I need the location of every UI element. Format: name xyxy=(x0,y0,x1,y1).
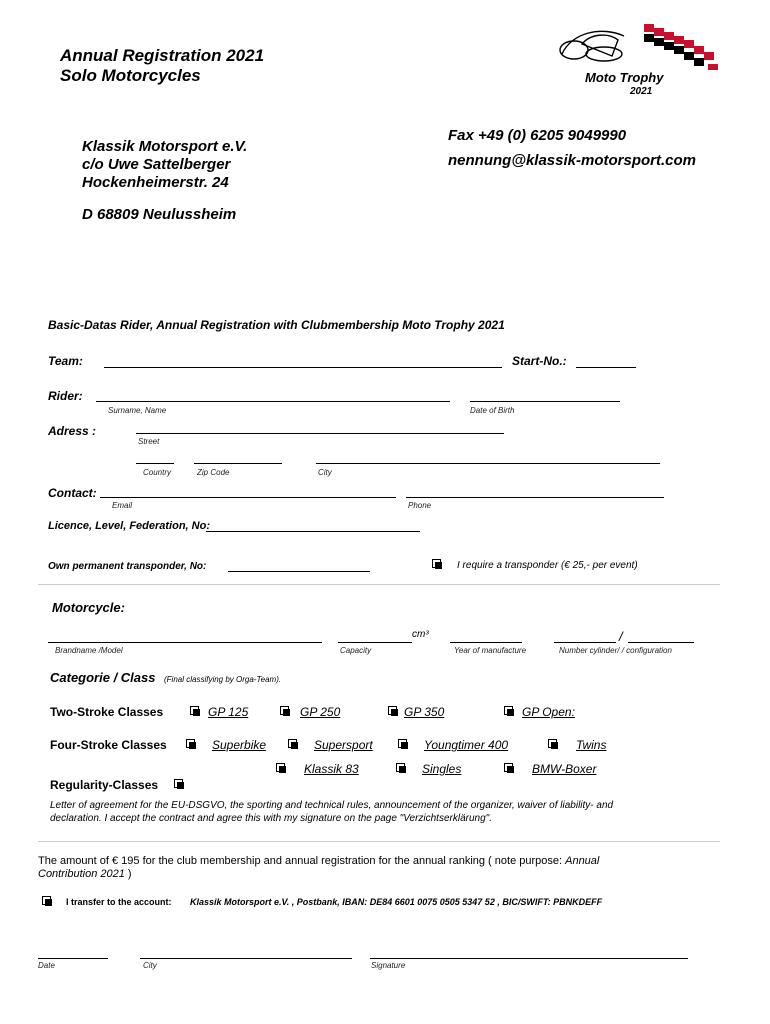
rider-name-input[interactable] xyxy=(96,401,450,402)
surname-hint: Surname, Name xyxy=(108,406,167,415)
cylinder-slash: / xyxy=(619,629,623,644)
agreement-line2: declaration. I accept the contract and agree this with my signature on the page "Verzichtserklärung". xyxy=(50,813,492,824)
supersport-checkbox[interactable] xyxy=(288,739,297,748)
year-hint: Year of manufacture xyxy=(454,646,527,655)
gp350-label: GP 350 xyxy=(404,705,445,719)
youngtimer-label: Youngtimer 400 xyxy=(424,738,509,752)
team-label: Team: xyxy=(48,354,83,368)
gp350-checkbox[interactable] xyxy=(388,706,397,715)
superbike-label: Superbike xyxy=(212,738,267,752)
agreement-line1: Letter of agreement for the EU-DSGVO, the sporting and technical rules, announcement of the organizer, waiver of liability- and xyxy=(50,800,614,811)
address-co: c/o Uwe Sattelberger xyxy=(82,156,231,173)
transfer-label: I transfer to the account: xyxy=(66,897,172,907)
gp250-checkbox[interactable] xyxy=(280,706,289,715)
phone-hint: Phone xyxy=(408,501,432,510)
payment-text-end: ) xyxy=(127,868,132,880)
gp250-label: GP 250 xyxy=(300,705,341,719)
signature-hint: Signature xyxy=(371,961,406,970)
superbike-checkbox[interactable] xyxy=(186,739,195,748)
city-hint: City xyxy=(318,468,332,477)
transponder-checkbox[interactable] xyxy=(432,559,441,568)
street-input[interactable] xyxy=(136,433,504,434)
singles-label: Singles xyxy=(422,762,462,776)
contact-email: nennung@klassik-motorsport.com xyxy=(448,152,696,169)
motorcycle-heading: Motorcycle: xyxy=(52,600,125,615)
klassik83-label: Klassik 83 xyxy=(304,762,359,776)
gp-open-label: GP Open: xyxy=(522,705,575,719)
address-label: Adress : xyxy=(48,424,97,438)
street-hint: Street xyxy=(138,437,160,446)
date-input[interactable] xyxy=(38,958,108,959)
city-sign-hint: City xyxy=(143,961,157,970)
zip-hint: Zip Code xyxy=(197,468,230,477)
gp125-checkbox[interactable] xyxy=(190,706,199,715)
country-hint: Country xyxy=(143,468,172,477)
capacity-unit: cm³ xyxy=(412,629,429,640)
payment-purpose-b: Contribution 2021 xyxy=(38,868,125,880)
zip-input[interactable] xyxy=(194,463,282,464)
section-title: Basic-Datas Rider, Annual Registration with Clubmembership Moto Trophy 2021 xyxy=(48,318,505,332)
gp-open-checkbox[interactable] xyxy=(504,706,513,715)
fax-number: Fax +49 (0) 6205 9049990 xyxy=(448,127,627,144)
cylinder-hint: Number cylinder/ / configuration xyxy=(559,646,672,655)
contact-label: Contact: xyxy=(48,486,97,500)
dob-hint: Date of Birth xyxy=(470,406,515,415)
city-input[interactable] xyxy=(316,463,660,464)
configuration-input[interactable] xyxy=(628,642,694,643)
payment-purpose-a: Annual xyxy=(565,855,600,867)
gp125-label: GP 125 xyxy=(208,705,249,719)
team-input[interactable] xyxy=(104,367,502,368)
address-street: Hockenheimerstr. 24 xyxy=(82,174,229,191)
page-title: Annual Registration 2021 xyxy=(60,46,265,65)
payment-text-line1: The amount of € 195 for the club membership and annual registration for the annual ranking ( note purpose: xyxy=(38,855,563,867)
capacity-hint: Capacity xyxy=(340,646,372,655)
date-hint: Date xyxy=(38,961,55,970)
twins-checkbox[interactable] xyxy=(548,739,557,748)
youngtimer-checkbox[interactable] xyxy=(398,739,407,748)
category-note: (Final classifying by Orga-Team). xyxy=(164,675,282,684)
brand-hint: Brandname /Model xyxy=(55,646,123,655)
account-details: Klassik Motorsport e.V. , Postbank, IBAN: DE84 6601 0075 0505 5347 52 , BIC/SWIFT: PBNKDEFF xyxy=(190,897,603,907)
address-city: D 68809 Neulussheim xyxy=(82,206,237,223)
transponder-input[interactable] xyxy=(228,571,370,572)
capacity-input[interactable] xyxy=(338,642,412,643)
supersport-label: Supersport xyxy=(314,738,373,752)
rider-dob-input[interactable] xyxy=(470,401,620,402)
brand-input[interactable] xyxy=(48,642,322,643)
bmw-boxer-label: BMW-Boxer xyxy=(532,762,597,776)
signature-input[interactable] xyxy=(370,958,688,959)
payment-text xyxy=(38,855,599,867)
payment-text-cont xyxy=(38,868,132,880)
year-input[interactable] xyxy=(450,642,522,643)
two-stroke-label: Two-Stroke Classes xyxy=(50,705,164,719)
page-subtitle: Solo Motorcycles xyxy=(60,66,201,85)
cylinder-input[interactable] xyxy=(554,642,616,643)
city-sign-input[interactable] xyxy=(140,958,352,959)
singles-checkbox[interactable] xyxy=(396,763,405,772)
klassik83-checkbox[interactable] xyxy=(276,763,285,772)
transponder-label: Own permanent transponder, No: xyxy=(48,561,207,572)
logo-text: Moto Trophy xyxy=(585,70,664,85)
rider-label: Rider: xyxy=(48,389,83,403)
divider xyxy=(38,584,720,585)
licence-input[interactable] xyxy=(206,531,420,532)
divider xyxy=(38,841,720,842)
regularity-label: Regularity-Classes xyxy=(50,778,159,792)
twins-label: Twins xyxy=(576,738,607,752)
country-input[interactable] xyxy=(136,463,174,464)
phone-input[interactable] xyxy=(406,497,664,498)
category-heading: Categorie / Class xyxy=(50,670,156,685)
transponder-request-label: I require a transponder (€ 25,- per event) xyxy=(457,560,638,571)
email-hint: Email xyxy=(112,501,133,510)
address-org: Klassik Motorsport e.V. xyxy=(82,138,248,155)
email-input[interactable] xyxy=(100,497,396,498)
transfer-checkbox[interactable] xyxy=(42,896,51,905)
bmw-boxer-checkbox[interactable] xyxy=(504,763,513,772)
four-stroke-label: Four-Stroke Classes xyxy=(50,738,167,752)
regularity-checkbox[interactable] xyxy=(174,779,183,788)
start-no-input[interactable] xyxy=(576,367,636,368)
licence-label: Licence, Level, Federation, No: xyxy=(48,520,210,532)
logo-year: 2021 xyxy=(630,86,653,97)
start-no-label: Start-No.: xyxy=(512,354,567,368)
